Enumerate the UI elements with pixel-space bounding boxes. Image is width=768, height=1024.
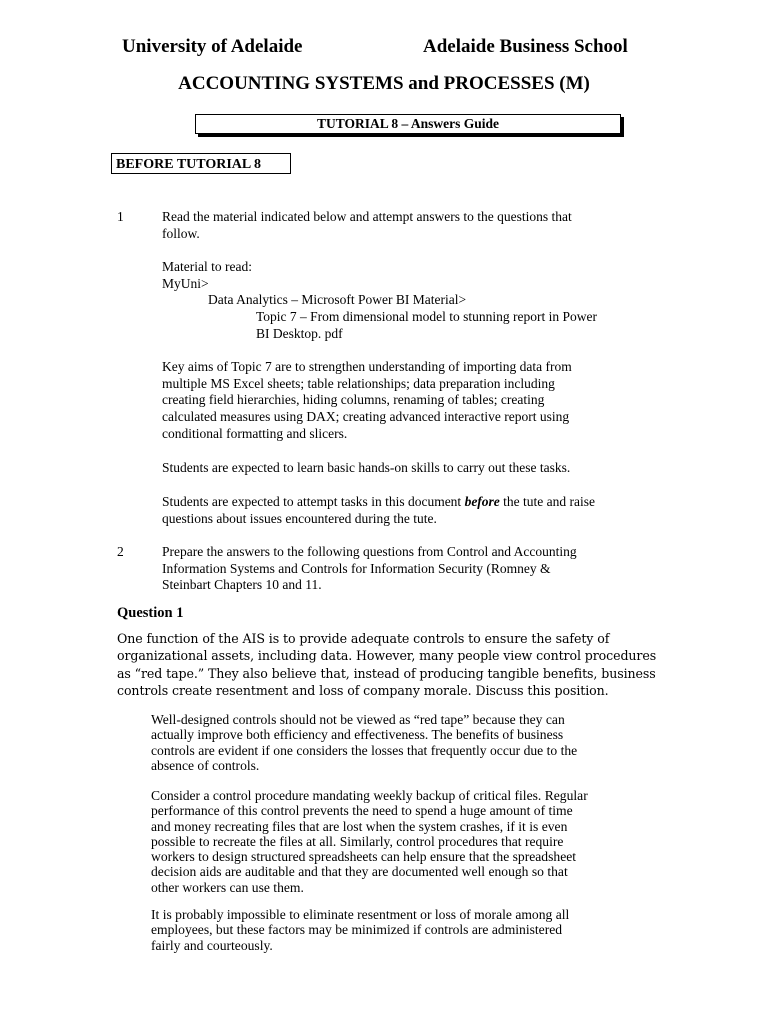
text-line: One function of the AIS is to provide adequate controls to ensure the safety of — [117, 631, 610, 646]
text-line: Well-designed controls should not be viewed as “red tape” because they can — [151, 712, 565, 727]
text-line: conditional formatting and slicers. — [162, 425, 348, 441]
material-path-folder: Data Analytics – Microsoft Power BI Material> — [208, 292, 467, 307]
text-line: Consider a control procedure mandating weekly backup of critical files. Regular — [151, 788, 588, 803]
tutorial-title-box: TUTORIAL 8 – Answers Guide — [195, 114, 621, 134]
text-line: Read the material indicated below and attempt answers to the questions that — [162, 209, 572, 224]
university-name: University of Adelaide — [122, 36, 303, 57]
attempt-before-paragraph — [162, 494, 595, 527]
question-1-heading: Question 1 — [117, 605, 184, 621]
answer-paragraph-1 — [151, 712, 577, 773]
text-line: Information Systems and Controls for Information Security (Romney & — [162, 560, 551, 576]
course-title: ACCOUNTING SYSTEMS and PROCESSES (M) — [178, 73, 590, 94]
before-emphasis: before — [464, 494, 500, 509]
item-1-number: 1 — [117, 209, 124, 224]
skills-expectation: Students are expected to learn basic hands-on skills to carry out these tasks. — [162, 460, 571, 475]
text-line: as “red tape.” They also believe that, instead of producing tangible benefits, business — [117, 665, 656, 681]
answer-paragraph-3 — [151, 907, 569, 953]
text-line: multiple MS Excel sheets; table relationships; data preparation including — [162, 375, 555, 391]
text-line: Prepare the answers to the following questions from Control and Accounting — [162, 544, 577, 559]
text-line — [162, 494, 595, 511]
text-line: creating field hierarchies, hiding columns, renaming of tables; creating — [162, 392, 545, 408]
key-aims-paragraph — [162, 359, 572, 443]
text-line: organizational assets, including data. However, many people view control procedures — [117, 648, 657, 664]
text-line: workers to design structured spreadsheets can help ensure that the spreadsheet — [151, 849, 577, 865]
text-line: performance of this control prevents the need to spend a huge amount of time — [151, 803, 573, 819]
text-line: questions about issues encountered during the tute. — [162, 510, 437, 526]
text-line: controls create resentment and loss of company morale. Discuss this position. — [117, 682, 609, 698]
attempt-text-start: Students are expected to attempt tasks in this document — [162, 494, 462, 509]
school-name: Adelaide Business School — [423, 36, 628, 57]
text-line: other workers can use them. — [151, 879, 304, 895]
item-2-text — [162, 544, 577, 594]
answer-paragraph-2 — [151, 788, 588, 895]
text-line: controls are evident if one considers the losses that frequently occur due to the — [151, 742, 578, 758]
text-line: calculated measures using DAX; creating advanced interactive report using — [162, 409, 570, 425]
text-line: Key aims of Topic 7 are to strengthen understanding of importing data from — [162, 359, 572, 374]
text-line: possible to recreate the files at all. Similarly, control procedures that require — [151, 833, 564, 849]
item-1-intro — [162, 209, 572, 242]
text-line: BI Desktop. pdf — [256, 325, 343, 341]
material-path-myuni: MyUni> — [162, 276, 209, 291]
item-2-number: 2 — [117, 544, 124, 559]
text-line: follow. — [162, 225, 200, 241]
text-line: and money recreating files that are lost when the system crashes, if it is even — [151, 818, 568, 834]
attempt-text-end: the tute and raise — [503, 494, 596, 509]
text-line: It is probably impossible to eliminate resentment or loss of morale among all — [151, 907, 570, 922]
text-line: absence of controls. — [151, 757, 260, 773]
text-line: decision aids are auditable and that they are documented well enough so that — [151, 864, 568, 880]
material-label: Material to read: — [162, 259, 252, 274]
text-line: actually improve both efficiency and effectiveness. The benefits of business — [151, 727, 564, 743]
material-path-file — [256, 309, 597, 342]
text-line: employees, but these factors may be minimized if controls are administered — [151, 922, 563, 938]
text-line: fairly and courteously. — [151, 937, 273, 953]
question-1-text — [117, 630, 656, 699]
before-tutorial-heading: BEFORE TUTORIAL 8 — [111, 153, 291, 174]
text-line: Topic 7 – From dimensional model to stunning report in Power — [256, 309, 598, 324]
text-line: Steinbart Chapters 10 and 11. — [162, 577, 322, 593]
